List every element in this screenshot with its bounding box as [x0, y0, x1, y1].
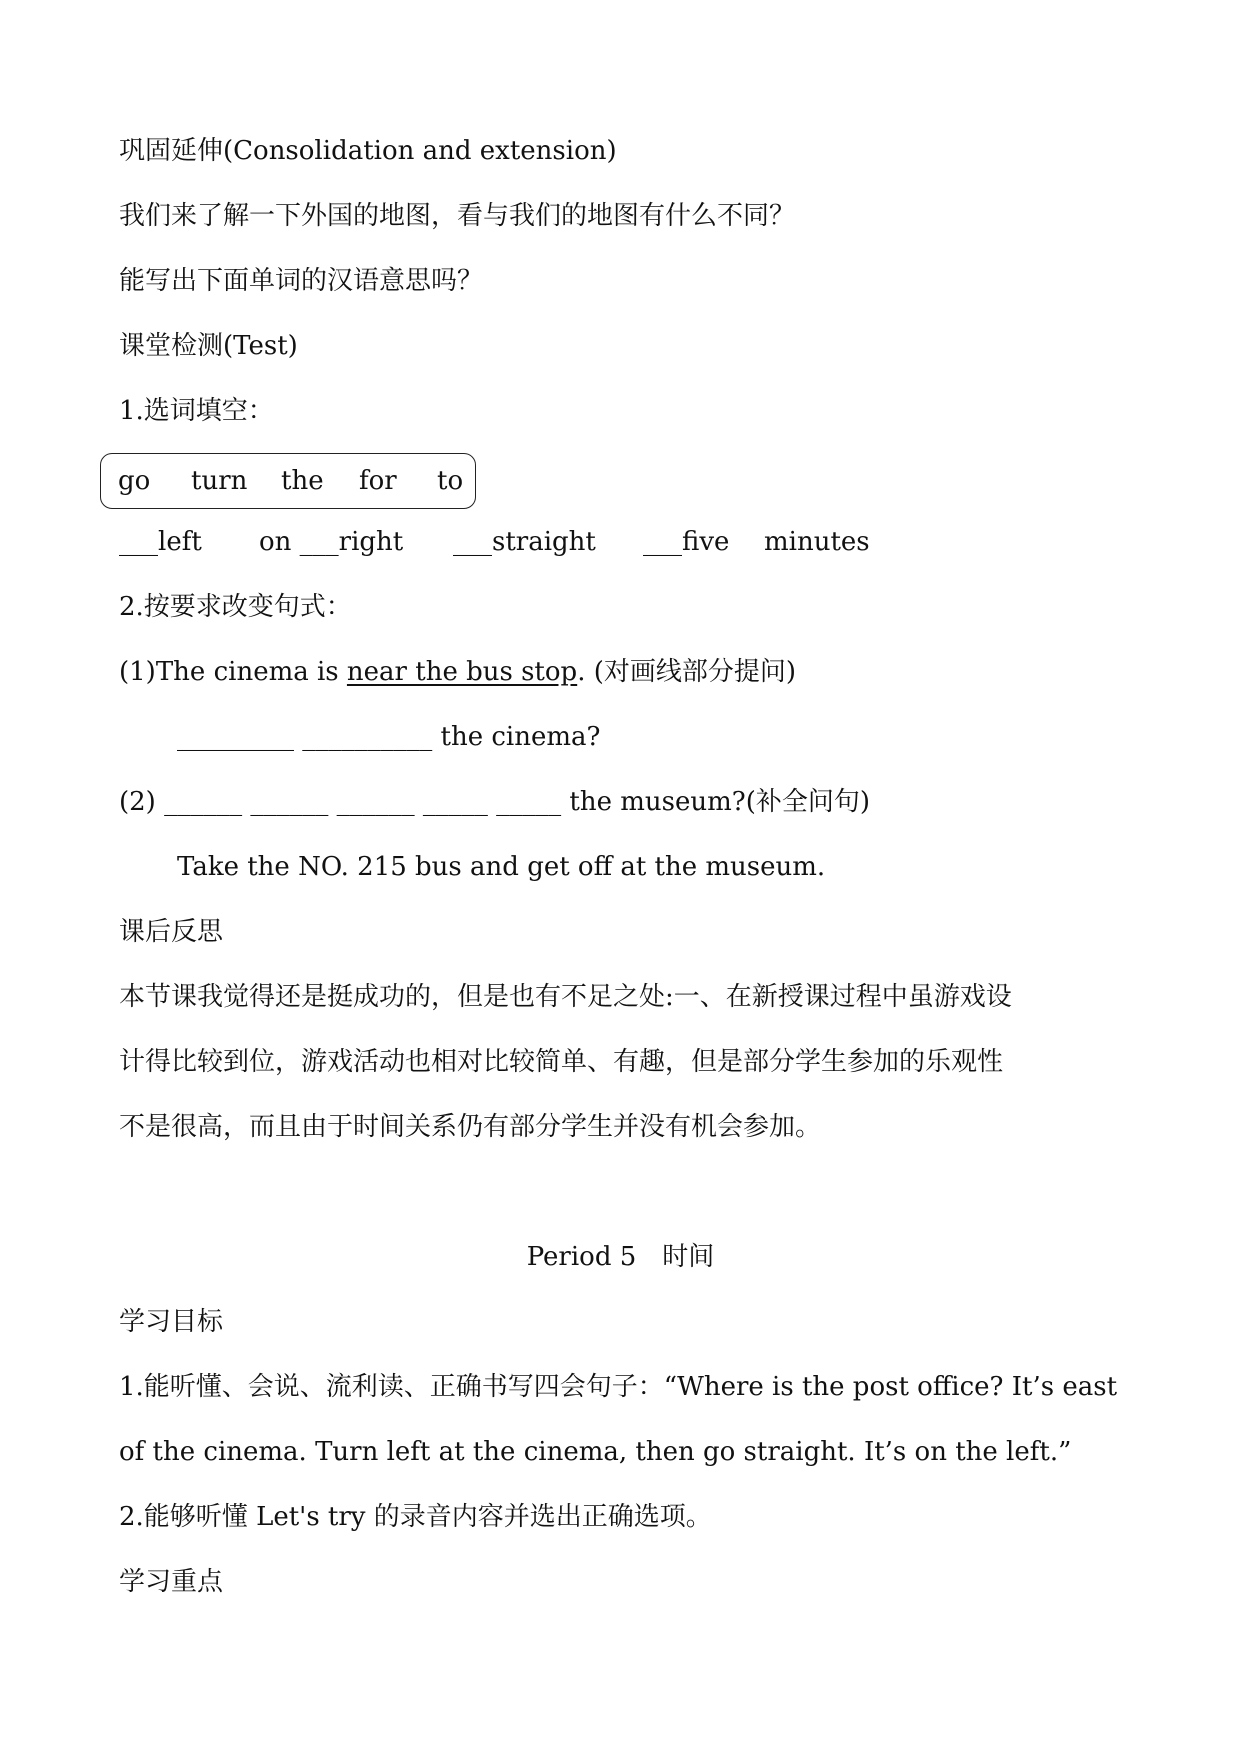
word-option: the [281, 466, 324, 496]
word-option: turn [191, 466, 248, 496]
word-option: to [437, 466, 464, 496]
fill-item: ___straight [453, 527, 596, 557]
exercise-2-question-1 [119, 655, 796, 689]
exercise-2-answer-1: _________ __________ the cinema? [177, 722, 601, 752]
reflection-paragraph-line: 本节课我觉得还是挺成功的，但是也有不足之处:一、在新授课过程中虽游戏设 [119, 982, 1012, 1012]
exercise-2-title: 2.按要求改变句式： [119, 592, 352, 622]
word-option: for [359, 466, 397, 496]
reflection-paragraph-line: 计得比较到位，游戏活动也相对比较简单、有趣，但是部分学生参加的乐观性 [119, 1047, 1004, 1077]
fill-blank-row [119, 525, 1119, 559]
paragraph-word-meaning: 能写出下面单词的汉语意思吗？ [119, 266, 484, 296]
section-heading-test: 课堂检测(Test) [119, 331, 298, 361]
section-heading-objectives: 学习目标 [119, 1307, 224, 1337]
reflection-paragraph-line: 不是很高，而且由于时间关系仍有部分学生并没有机会参加。 [119, 1112, 822, 1142]
q1-underlined-phrase: near the bus stop [346, 657, 578, 687]
objective-2: 2.能够听懂 Let's try 的录音内容并选出正确选项。 [119, 1502, 712, 1532]
exercise-2-answer-2: Take the NO. 215 bus and get off at the museum. [177, 852, 826, 882]
fill-item: ___five [643, 527, 730, 557]
word-option: go [118, 466, 151, 496]
fill-item: on ___right [259, 527, 404, 557]
section-heading-key-points: 学习重点 [119, 1567, 224, 1597]
q1-suffix: . (对画线部分提问) [577, 657, 797, 687]
paragraph-map-compare: 我们来了解一下外国的地图，看与我们的地图有什么不同？ [119, 201, 796, 231]
section-heading-consolidation: 巩固延伸(Consolidation and extension) [119, 136, 617, 166]
objective-1-line: 1.能听懂、会说、流利读、正确书写四会句子：“Where is the post office? It’s east [119, 1372, 1118, 1402]
period-title: Period 5 时间 [526, 1242, 715, 1272]
word-choice-box [100, 453, 476, 509]
q1-prefix: (1)The cinema is [119, 657, 347, 687]
fill-item: ___left [119, 527, 202, 557]
section-heading-reflection: 课后反思 [119, 917, 224, 947]
exercise-1-title: 1.选词填空： [119, 396, 274, 426]
exercise-2-question-2: (2) ______ ______ ______ _____ _____ the museum?(补全问句) [119, 787, 871, 817]
objective-1-line: of the cinema. Turn left at the cinema, then go straight. It’s on the left.” [119, 1437, 1072, 1467]
fill-item: minutes [764, 527, 870, 557]
